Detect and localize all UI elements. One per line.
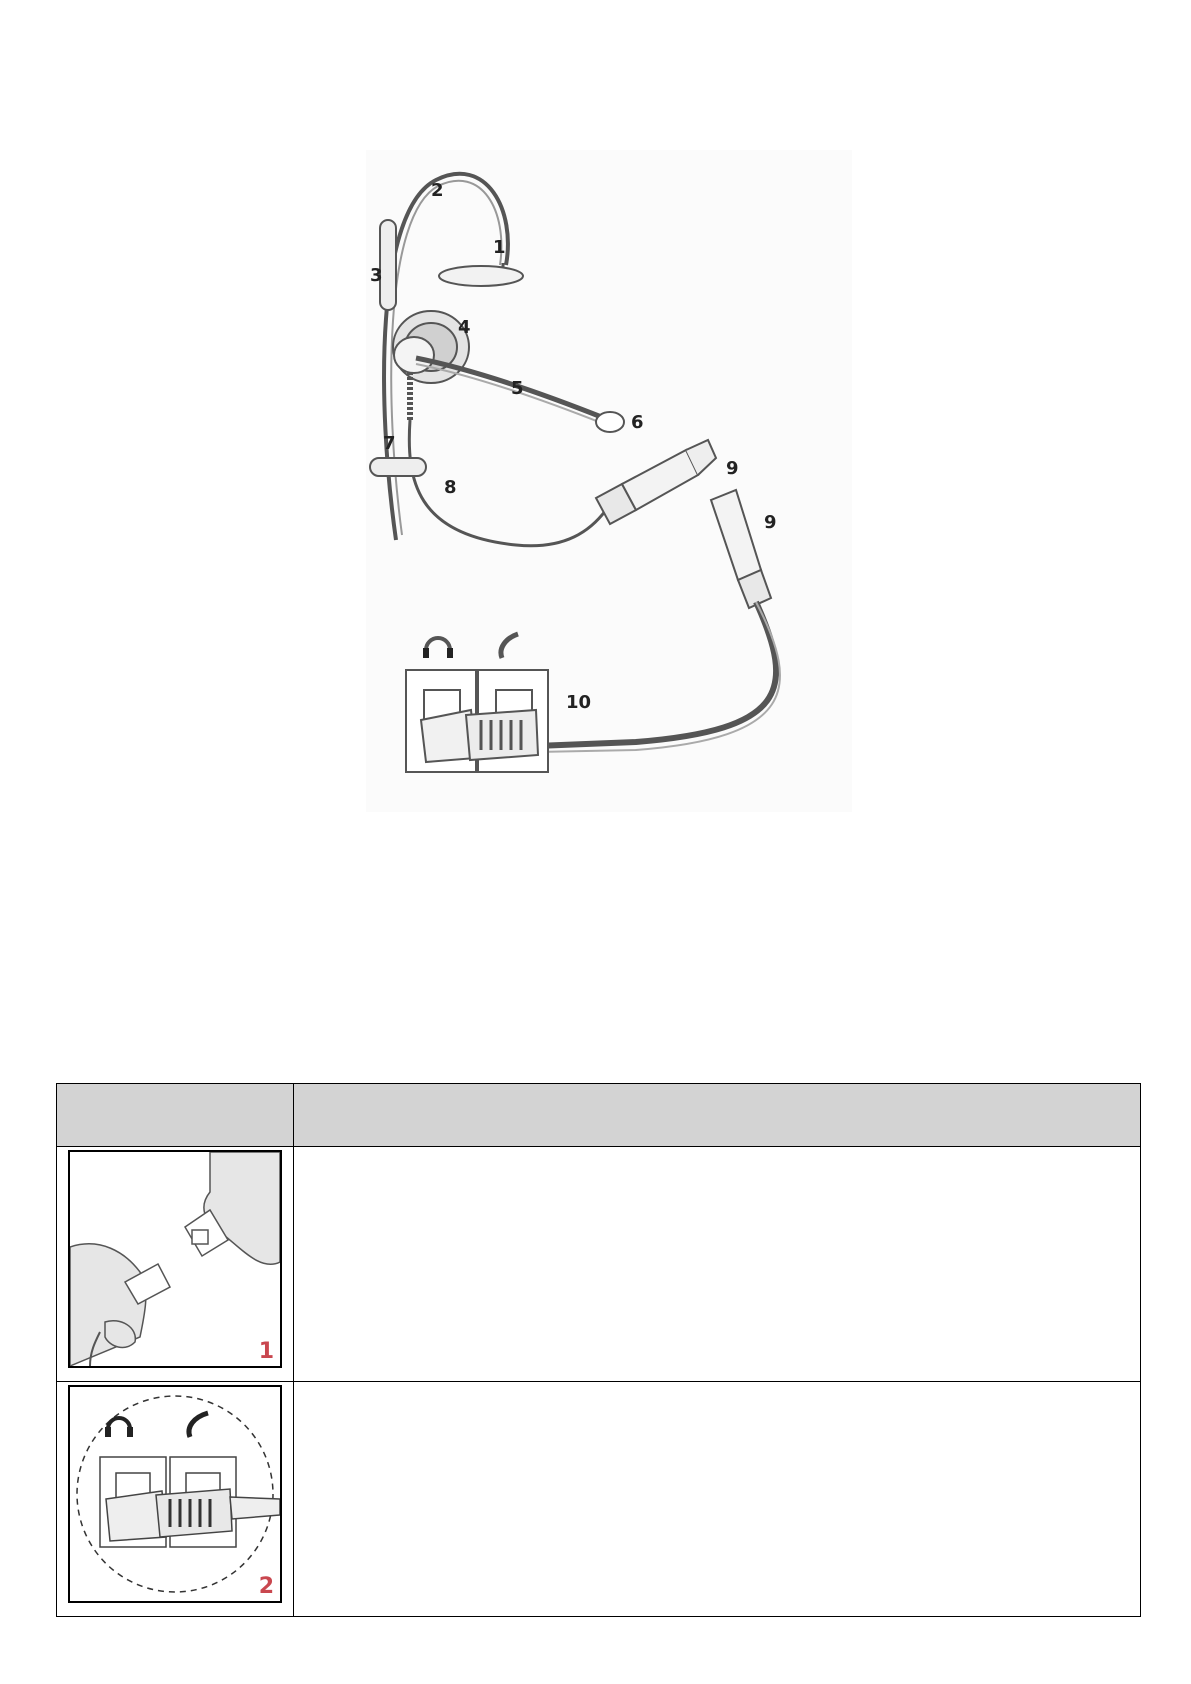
header-cell-description: [294, 1084, 1141, 1147]
table-header-row: [57, 1084, 1141, 1147]
callout-7: 7: [383, 433, 396, 454]
callout-9-left: 9: [726, 458, 739, 479]
callout-10: 10: [566, 692, 592, 713]
headset-illustration: [366, 150, 852, 812]
headset-diagram: [366, 150, 852, 812]
callout-1: 1: [493, 237, 506, 258]
table-row: [57, 1147, 1141, 1382]
steps-table: [56, 1083, 1141, 1617]
step-1-illustration: [68, 1150, 282, 1368]
step-image-cell: [57, 1382, 294, 1617]
step-1-number: 1: [258, 1339, 274, 1364]
step-1-description: [294, 1147, 1141, 1382]
callout-9-right: 9: [764, 512, 777, 533]
step-2-description: [294, 1382, 1141, 1617]
table-row: [57, 1382, 1141, 1617]
callout-6: 6: [631, 412, 644, 433]
callout-3: 3: [370, 265, 383, 286]
callout-5: 5: [511, 378, 524, 399]
callout-8: 8: [444, 477, 457, 498]
step-2-number: 2: [258, 1574, 274, 1599]
connect-jack-illustration: [70, 1387, 280, 1601]
callout-2: 2: [431, 180, 444, 201]
step-2-illustration: [68, 1385, 282, 1603]
step-image-cell: [57, 1147, 294, 1382]
connect-qd-illustration: [70, 1152, 280, 1366]
header-cell-image: [57, 1084, 294, 1147]
callout-4: 4: [458, 317, 471, 338]
